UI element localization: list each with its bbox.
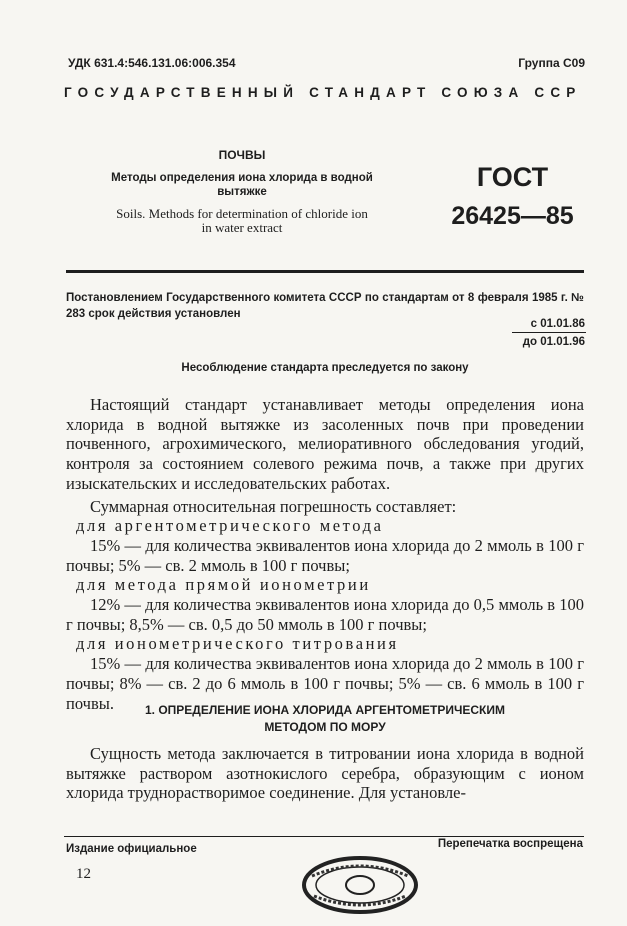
section-title [66, 702, 584, 736]
decree-text: Постановлением Государственного комитета СССР по стандартам от 8 февраля 1985 г. № 283 срок действия установлен [66, 292, 584, 320]
library-stamp [300, 854, 420, 916]
method1-heading: для аргентометрического метода [76, 516, 384, 536]
error-intro: Суммарная относительная погрешность составляет: [90, 496, 457, 516]
gost-block [440, 162, 585, 231]
method2-heading: для метода прямой ионометрии [76, 575, 371, 595]
udk-code: УДК 631.4:546.131.06:006.354 [68, 56, 236, 70]
method3-heading: для ионометрического титрования [76, 634, 399, 654]
title-en-line2: in water extract [201, 220, 283, 235]
reprint-notice: Перепечатка воспрещена [437, 838, 583, 850]
intro-paragraph: Настоящий стандарт устанавливает методы определения иона хлорида в водной вытяжке из засоленных почв при проведении почвенного, агрохимического, мелиоративного обследования угодий, контроля за состоянием солевого режима почв, а также при других изыскательских и исследовательских работах. [66, 395, 584, 493]
title-methods-ru: Методы определения иона хлорида в водной вытяжке [111, 172, 373, 198]
state-standard-heading: ГОСУДАРСТВЕННЫЙ СТАНДАРТ СОЮЗА ССР [64, 85, 582, 100]
title-soils: ПОЧВЫ [218, 148, 266, 162]
section-title-line1: 1. ОПРЕДЕЛЕНИЕ ИОНА ХЛОРИДА АРГЕНТОМЕТРИЧЕСКИМ [145, 703, 505, 717]
method3-text: 15% — для количества эквивалентов иона хлорида до 2 ммоль в 100 г почвы; 8% — св. 2 до 6 ммоль в 100 г почвы; 5% — св. 6 ммоль в 100 г почвы. [66, 654, 584, 713]
gost-number: 26425—85 [451, 202, 574, 230]
date-divider [512, 332, 586, 333]
header-divider [66, 270, 584, 273]
group-code: Группа С09 [518, 56, 585, 70]
violation-notice: Несоблюдение стандарта преследуется по закону [181, 362, 469, 374]
date-from: с 01.01.86 [530, 318, 585, 330]
gost-label: ГОСТ [476, 162, 549, 192]
section-title-line2: МЕТОДОМ ПО МОРУ [264, 720, 386, 734]
body-section [66, 395, 584, 713]
method1-text: 15% — для количества эквивалентов иона хлорида до 2 ммоль в 100 г почвы; 5% — св. 2 ммоль в 100 г почвы; [66, 535, 584, 575]
section1-paragraph: Сущность метода заключается в титровании иона хлорида в водной вытяжке раствором азотнокислого серебра, образующим с ионом хлорида труднорастворимое соединение. Для установле- [66, 744, 584, 803]
edition-label: Издание официальное [66, 843, 197, 855]
title-block [92, 148, 392, 235]
page-number: 12 [76, 866, 91, 882]
footer-divider [64, 836, 584, 837]
title-en-line1: Soils. Methods for determination of chloride ion [116, 206, 368, 221]
date-to: до 01.01.96 [522, 336, 585, 348]
section1-body [66, 744, 584, 803]
method2-text: 12% — для количества эквивалентов иона хлорида до 0,5 ммоль в 100 г почвы; 8,5% — св. 0,5 до 50 ммоль в 100 г почвы; [66, 595, 584, 634]
